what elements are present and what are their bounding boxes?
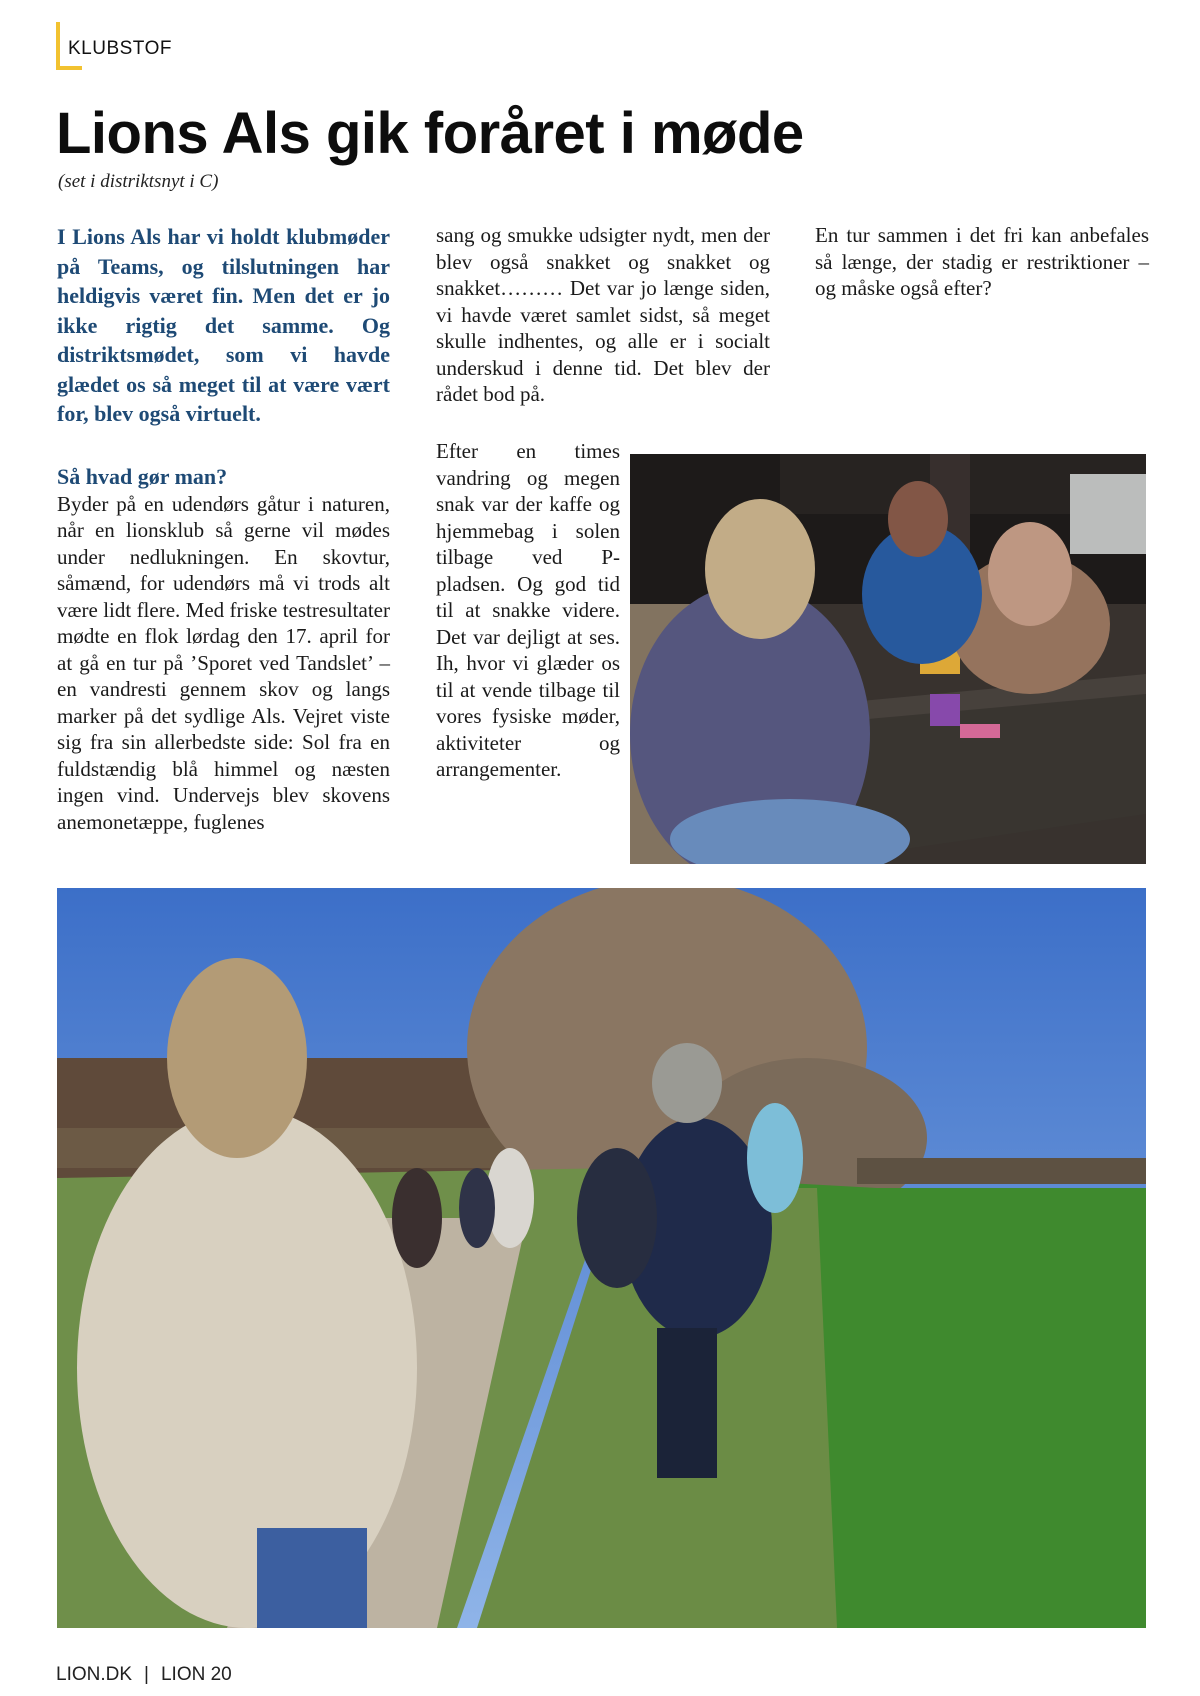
article-title: Lions Als gik foråret i møde <box>56 101 804 166</box>
footer-page-number: LION 20 <box>160 1664 232 1685</box>
footer-separator: | <box>144 1664 149 1685</box>
section-tag-bar <box>56 22 60 70</box>
article-subtitle: (set i distriktsnyt i C) <box>58 171 219 192</box>
body-paragraph-4: En tur sammen i det fri kan anbefales så længe, der stadig er restriktioner – og måske også efter? <box>815 223 1149 300</box>
body-paragraph-2: sang og smukke udsigter nydt, men der blev også snakket og snakket og snakket……… Det var jo længe siden, vi havde været samlet sidst, så meget skulle indhentes, og alle er i socialt underskud i denne tid. Det blev der rådet bod på. <box>436 223 770 406</box>
footer-site: LION.DK <box>56 1664 133 1685</box>
photo-group-walk <box>57 888 1146 1628</box>
body-paragraph-1: Byder på en udendørs gåtur i naturen, når en lionsklub så gerne vil mødes under nedlukningen. En skovtur, såmænd, for udendørs må vi trods alt være lidt flere. Med friske testresultater mødte en flok lørdag den 17. april for at gå en tur på ’Sporet ved Tandslet’ – en vandresti gennem skov og langs marker på det sydlige Als. Vejret viste sig fra sin allerbedste side: Sol fra en fuldstændig blå himmel og næsten ingen vind. Undervejs blev skovens anemonetæppe, fuglenes <box>57 491 390 834</box>
section-tag-underline <box>56 66 82 70</box>
article-lead: I Lions Als har vi holdt klubmøder på Teams, og tilslutningen har heldigvis været fin. Men det er jo ikke rigtig det samme. Og distriktsmødet, som vi havde glædet os så meget til at være vært for, blev også virtuelt. <box>57 224 390 426</box>
text-column-1 <box>57 222 390 835</box>
section-tag-label: KLUBSTOF <box>68 38 172 59</box>
subheading: Så hvad gør man? <box>57 463 228 489</box>
text-column-2 <box>436 222 770 408</box>
text-column-3 <box>815 222 1149 302</box>
body-paragraph-3: Efter en times vandring og megen snak var der kaffe og hjemmebag i solen tilbage ved P-pladsen. Og god tid til at snakke videre. Det var dejligt at ses. Ih, hvor vi glæder os til at vende tilbage til vores fysiske møder, aktiviteter og arrangementer. <box>436 439 620 781</box>
page-footer <box>56 1664 232 1686</box>
text-column-2-lower <box>436 438 620 783</box>
photo-coffee-table <box>630 454 1146 864</box>
